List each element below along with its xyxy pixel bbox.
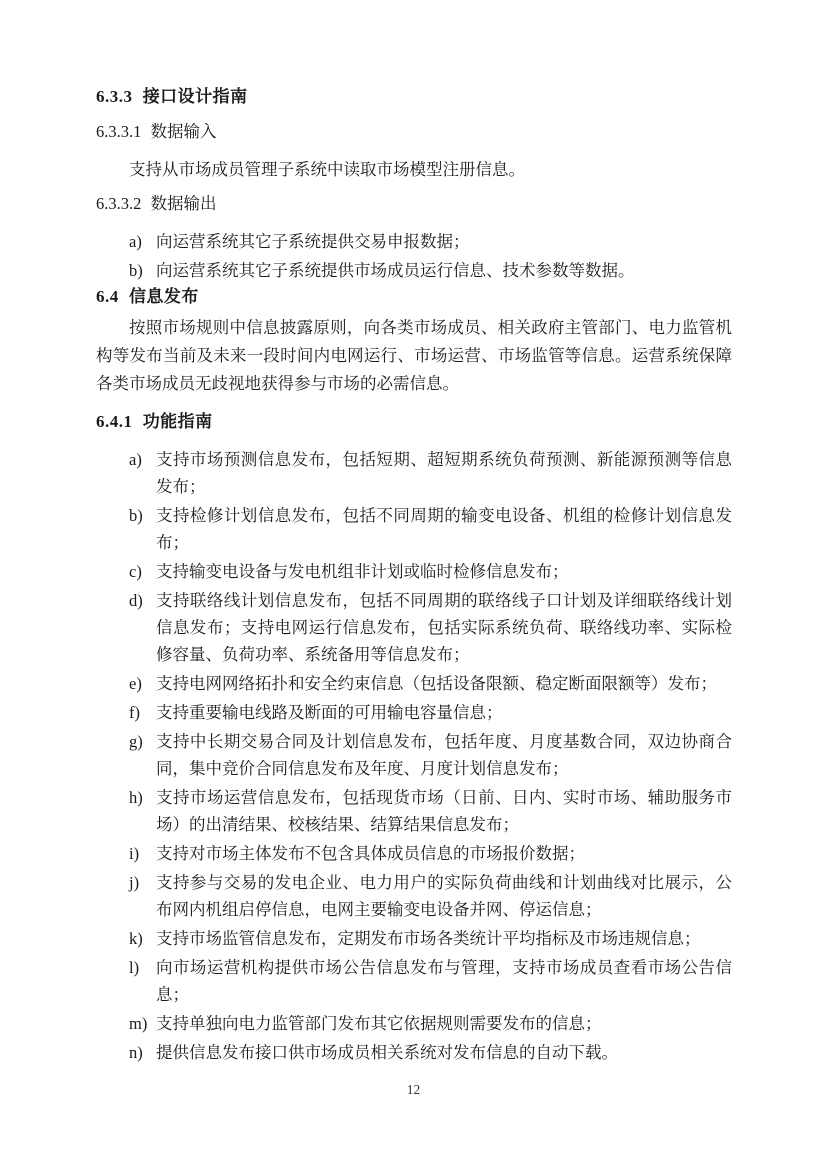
paragraph-data-input: 支持从市场成员管理子系统中读取市场模型注册信息。 [129, 160, 525, 179]
heading-6-4-1 [96, 411, 732, 433]
list-item-text: 向市场运营机构提供市场公告信息发布与管理，支持市场成员查看市场公告信息； [156, 958, 732, 1004]
heading-6-3-3-2 [96, 193, 732, 215]
list-item [96, 446, 732, 500]
heading-title: 信息发布 [128, 287, 199, 306]
list-item [96, 728, 732, 782]
list-item-label: b) [129, 261, 143, 280]
heading-6-3-3 [96, 86, 732, 108]
list-item-label: g) [129, 732, 143, 751]
list-item [96, 954, 732, 1008]
heading-title: 数据输入 [150, 122, 217, 141]
list-item-text: 支持输变电设备与发电机组非计划或临时检修信息发布； [156, 562, 569, 581]
list-item-text: 向运营系统其它子系统提供交易申报数据； [156, 232, 470, 251]
list-item-text: 支持检修计划信息发布，包括不同周期的输变电设备、机组的检修计划信息发布； [156, 506, 732, 552]
list-item [96, 840, 732, 867]
list-item-text: 支持参与交易的发电企业、电力用户的实际负荷曲线和计划曲线对比展示，公布网内机组启停信息，电网主要输变电设备并网、停运信息； [156, 873, 732, 919]
list-item-text: 向运营系统其它子系统提供市场成员运行信息、技术参数等数据。 [156, 261, 635, 280]
heading-title: 接口设计指南 [142, 87, 248, 106]
list-item-label: n) [129, 1043, 143, 1062]
list-item-label: a) [129, 232, 142, 251]
list-item [96, 228, 732, 255]
list-item-text: 支持市场监管信息发布，定期发布市场各类统计平均指标及市场违规信息； [156, 929, 701, 948]
list-item-label: i) [129, 844, 140, 863]
list-item-label: m) [129, 1014, 148, 1033]
heading-number: 6.3.3.1 [96, 122, 142, 141]
heading-6-3-3-1 [96, 121, 732, 143]
list-item [96, 502, 732, 556]
document-content [96, 86, 732, 1068]
heading-title: 数据输出 [150, 194, 217, 213]
list-item-label: e) [129, 674, 142, 693]
heading-title: 功能指南 [142, 412, 213, 431]
list-item-label: h) [129, 788, 143, 807]
list-item-label: l) [129, 958, 140, 977]
list-item [96, 558, 732, 585]
list-item [96, 670, 732, 697]
list-item-text: 支持重要输电线路及断面的可用输电容量信息； [156, 703, 503, 722]
list-item-text: 支持电网网络拓扑和安全约束信息（包括设备限额、稳定断面限额等）发布； [156, 674, 717, 693]
list-item [96, 925, 732, 952]
list-item-label: k) [129, 929, 143, 948]
list-item [96, 699, 732, 726]
heading-6-4 [96, 286, 732, 308]
heading-number: 6.4 [96, 287, 119, 306]
list-function-guide [96, 446, 732, 1066]
list-item-label: b) [129, 506, 143, 525]
list-item [96, 784, 732, 838]
list-item [96, 869, 732, 923]
list-item-label: c) [129, 562, 142, 581]
list-item-text: 支持市场运营信息发布，包括现货市场（日前、日内、实时市场、辅助服务市场）的出清结果、校核结果、结算结果信息发布； [156, 788, 732, 834]
list-item [96, 1010, 732, 1037]
list-item-text: 支持单独向电力监管部门发布其它依据规则需要发布的信息； [156, 1014, 602, 1033]
list-item [96, 257, 732, 284]
list-item-text: 支持市场预测信息发布，包括短期、超短期系统负荷预测、新能源预测等信息发布； [156, 450, 732, 496]
heading-number: 6.3.3 [96, 87, 133, 106]
list-data-output [96, 228, 732, 284]
list-item-label: d) [129, 591, 143, 610]
list-item [96, 587, 732, 668]
list-item-text: 支持中长期交易合同及计划信息发布，包括年度、月度基数合同，双边协商合同，集中竞价合同信息发布及年度、月度计划信息发布； [156, 732, 732, 778]
paragraph-info-release: 按照市场规则中信息披露原则，向各类市场成员、相关政府主管部门、电力监管机构等发布当前及未来一段时间内电网运行、市场运营、市场监管等信息。运营系统保障各类市场成员无歧视地获得参与市场的必需信息。 [96, 318, 732, 393]
list-item-label: a) [129, 450, 142, 469]
list-item-text: 支持联络线计划信息发布，包括不同周期的联络线子口计划及详细联络线计划信息发布；支持电网运行信息发布，包括实际系统负荷、联络线功率、实际检修容量、负荷功率、系统备用等信息发布； [156, 591, 732, 664]
page-number: 12 [406, 1082, 421, 1097]
list-item [96, 1039, 732, 1066]
list-item-label: f) [129, 703, 140, 722]
list-item-label: j) [129, 873, 140, 892]
heading-number: 6.3.3.2 [96, 194, 142, 213]
list-item-text: 提供信息发布接口供市场成员相关系统对发布信息的自动下载。 [156, 1043, 618, 1062]
heading-number: 6.4.1 [96, 412, 133, 431]
list-item-text: 支持对市场主体发布不包含具体成员信息的市场报价数据； [156, 844, 585, 863]
